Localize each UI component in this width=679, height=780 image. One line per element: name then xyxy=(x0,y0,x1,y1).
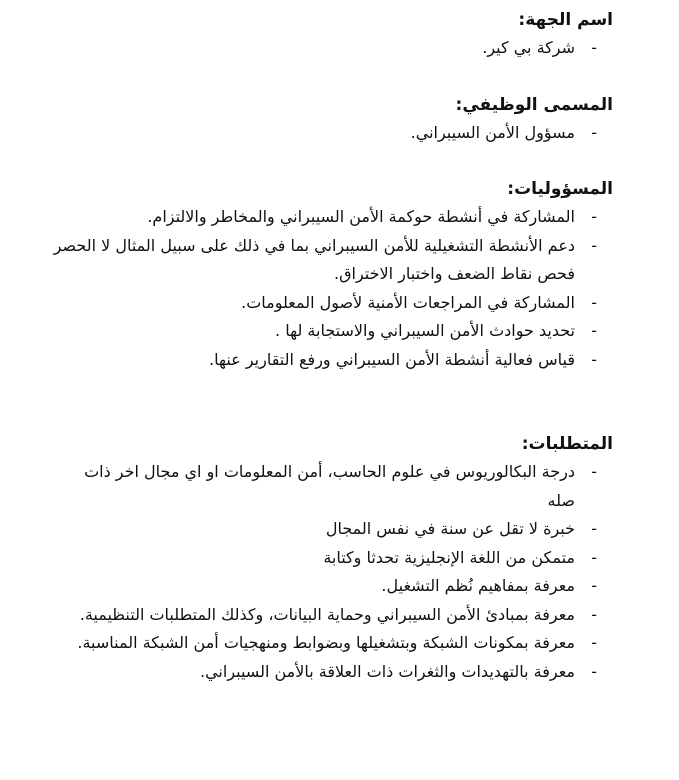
dash-bullet: - xyxy=(591,292,597,312)
list-item xyxy=(53,658,613,687)
entity-heading: اسم الجهة: xyxy=(518,10,613,30)
responsibility-text: المشاركة في أنشطة حوكمة الأمن السيبراني والمخاطر والالتزام. xyxy=(147,207,575,226)
dash-bullet: - xyxy=(591,235,597,255)
spacer xyxy=(53,374,613,430)
job-posting-document xyxy=(53,6,613,686)
spacer xyxy=(53,63,613,91)
job-title-value: مسؤول الأمن السيبراني. xyxy=(410,122,575,142)
requirement-text: معرفة بمبادئ الأمن السيبراني وحماية البيانات، وكذلك المتطلبات التنظيمية. xyxy=(79,604,575,624)
dash-bullet: - xyxy=(591,633,597,652)
job-title-heading: المسمى الوظيفي: xyxy=(455,94,613,115)
dash-bullet: - xyxy=(591,576,597,595)
spacer xyxy=(53,147,613,175)
entity-name: شركة بي كير. xyxy=(482,38,575,57)
list-item xyxy=(53,544,613,573)
list-item xyxy=(53,203,613,232)
list-item xyxy=(53,346,613,375)
list-item xyxy=(53,572,613,601)
dash-bullet: - xyxy=(591,207,597,226)
responsibility-text: قياس فعالية أنشطة الأمن السيبراني ورفع التقارير عنها. xyxy=(209,349,575,369)
dash-bullet: - xyxy=(591,38,597,57)
list-item xyxy=(53,317,613,346)
requirement-text: معرفة بمفاهيم نُظم التشغيل. xyxy=(381,576,575,595)
job-title-list xyxy=(53,119,613,148)
requirement-text: معرفة بمكونات الشبكة وبتشغيلها وبضوابط ومنهجيات أمن الشبكة المناسبة. xyxy=(77,633,575,652)
job-title-section xyxy=(53,91,613,148)
requirement-text: درجة البكالوريوس في علوم الحاسب، أمن المعلومات او اي مجال اخر ذات صله xyxy=(84,462,575,510)
requirements-heading: المتطلبات: xyxy=(521,434,613,454)
list-item xyxy=(53,458,613,515)
responsibilities-list xyxy=(53,203,613,374)
requirement-text: خبرة لا تقل عن سنة في نفس المجال xyxy=(325,519,575,538)
dash-bullet: - xyxy=(591,661,597,681)
list-item xyxy=(53,289,613,318)
responsibility-text: دعم الأنشطة التشغيلية للأمن السيبراني بما في ذلك على سبيل المثال لا الحصر فحص نقاط الضعف واختبار الاختراق. xyxy=(53,235,575,283)
list-item xyxy=(53,119,613,148)
dash-bullet: - xyxy=(591,462,597,481)
dash-bullet: - xyxy=(591,519,597,538)
responsibility-text: تحديد حوادث الأمن السيبراني والاستجابة لها . xyxy=(275,321,575,340)
list-item xyxy=(53,232,613,289)
dash-bullet: - xyxy=(591,349,597,369)
requirements-list xyxy=(53,458,613,686)
requirement-text: متمكن من اللغة الإنجليزية تحدثا وكتابة xyxy=(323,547,575,567)
dash-bullet: - xyxy=(591,547,597,567)
list-item xyxy=(53,515,613,544)
responsibility-text: المشاركة في المراجعات الأمنية لأصول المعلومات. xyxy=(241,292,575,312)
responsibilities-heading: المسؤوليات: xyxy=(507,179,613,199)
list-item xyxy=(53,629,613,658)
list-item xyxy=(53,601,613,630)
list-item xyxy=(53,34,613,63)
requirement-text: معرفة بالتهديدات والثغرات ذات العلاقة بالأمن السيبراني. xyxy=(200,661,575,681)
responsibilities-section xyxy=(53,175,613,374)
dash-bullet: - xyxy=(591,321,597,340)
dash-bullet: - xyxy=(591,122,597,142)
dash-bullet: - xyxy=(591,604,597,624)
requirements-section xyxy=(53,430,613,686)
entity-list xyxy=(53,34,613,63)
entity-section xyxy=(53,6,613,63)
